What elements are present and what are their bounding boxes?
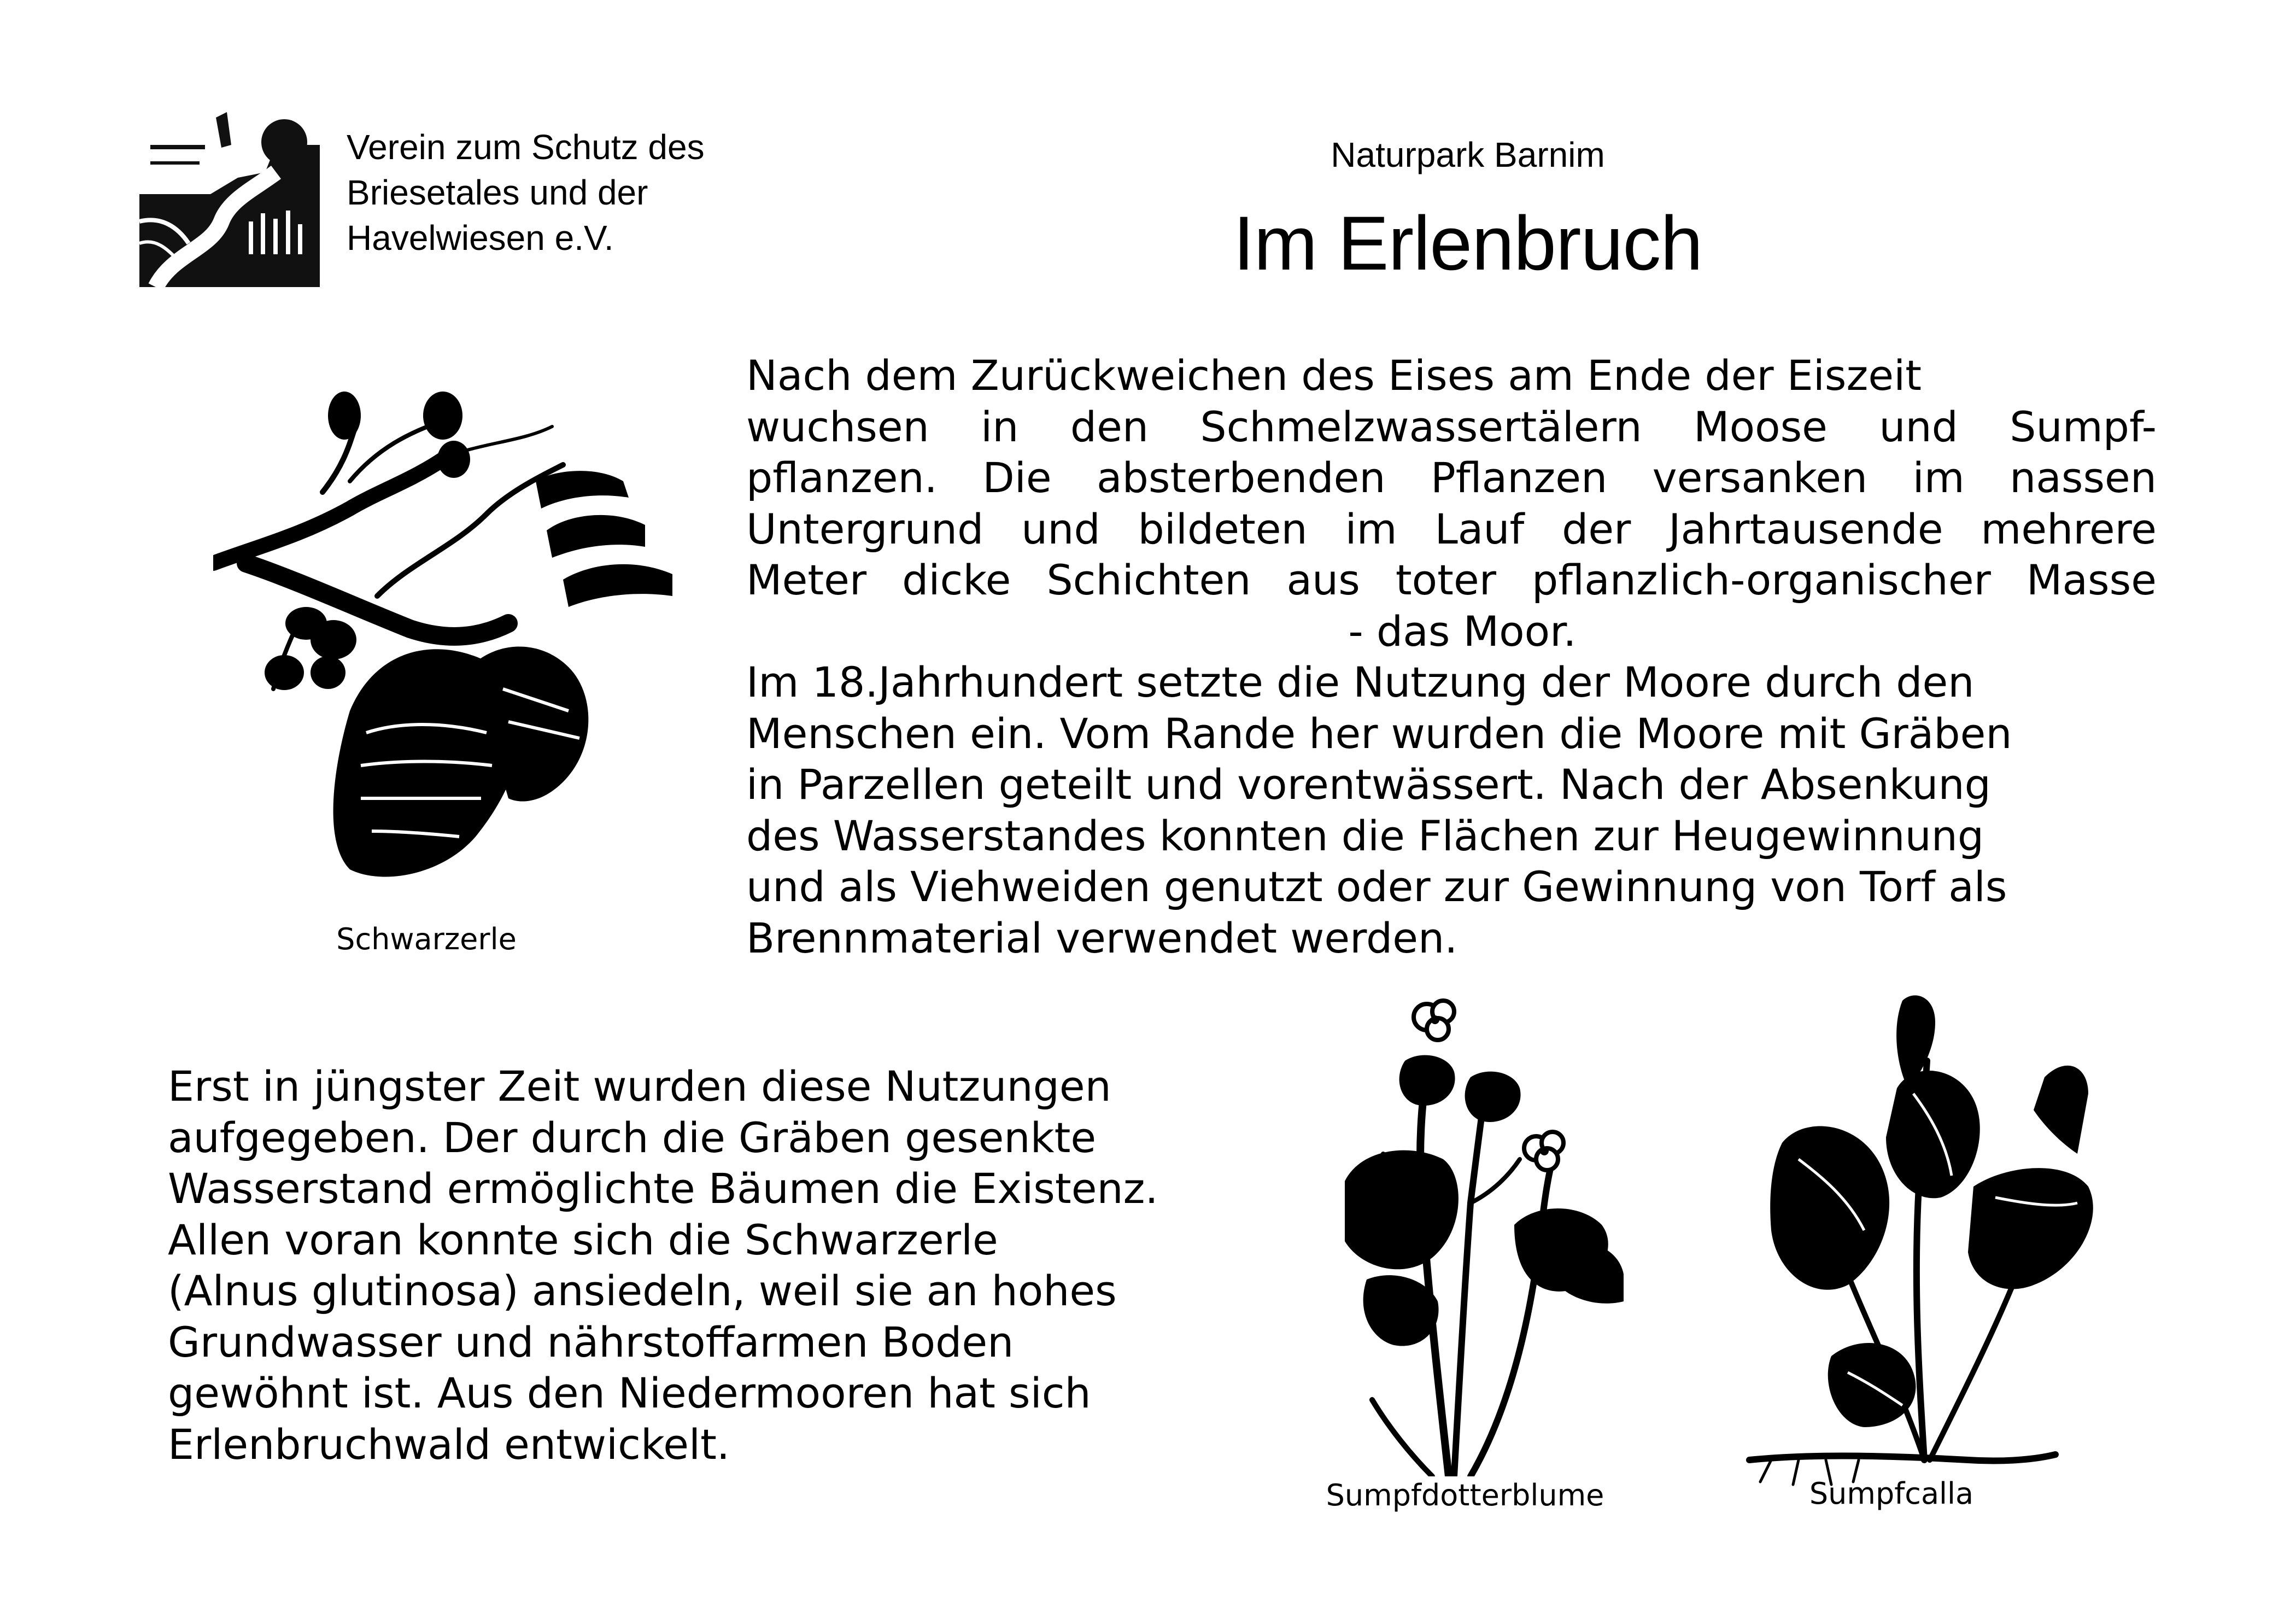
text-line: Im 18.Jahrhundert setzte die Nutzung der Moore durch den	[746, 658, 1975, 706]
bog-arum-illustration-icon	[1738, 979, 2099, 1487]
text-line: aufgegeben. Der durch die Gräben gesenkte	[168, 1113, 1097, 1162]
text-line: Nach dem Zurückweichen des Eises am Ende der Eiszeit	[746, 351, 1922, 400]
text-line: Grundwasser und nährstoffarmen Boden	[168, 1317, 1014, 1366]
river-landscape-logo-icon	[139, 112, 320, 287]
lower-paragraph	[168, 1061, 1272, 1470]
text-line: des Wasserstandes konnten die Flächen zur Heugewinnung	[746, 811, 1984, 860]
text-line: Wasserstand ermöglichte Bäumen die Existenz.	[168, 1164, 1158, 1213]
text-line: wuchsen in den Schmelzwassertälern Moose und Sumpf-	[746, 402, 2157, 451]
text-line: Brennmaterial verwendet werden.	[746, 913, 1458, 962]
text-line: Allen voran konnte sich die Schwarzerle	[168, 1215, 998, 1264]
alder-caption: Schwarzerle	[336, 922, 517, 956]
alder-branch-illustration-icon	[213, 383, 694, 908]
text-line: pflanzen. Die absterbenden Pflanzen versanken im nassen	[746, 453, 2157, 502]
text-line: und als Viehweiden genutzt oder zur Gewinnung von Torf als	[746, 862, 2007, 911]
calla-caption: Sumpfcalla	[1809, 1476, 1974, 1511]
text-line: (Alnus glutinosa) ansiedeln, weil sie an hohes	[168, 1266, 1117, 1315]
park-name: Naturpark Barnim	[1331, 135, 1605, 174]
org-name-line: Verein zum Schutz des	[347, 127, 705, 167]
page-title: Im Erlenbruch	[1233, 200, 1703, 286]
text-line: gewöhnt ist. Aus den Niedermooren hat sich	[168, 1369, 1091, 1417]
marigold-caption: Sumpfdotterblume	[1326, 1478, 1604, 1512]
org-name-line: Briesetales und der	[347, 173, 648, 212]
text-line: - das Moor.	[1348, 606, 1577, 656]
text-line: Menschen ein. Vom Rande her wurden die Moore mit Gräben	[746, 709, 2012, 758]
text-line: Untergrund und bildeten im Lauf der Jahrtausende mehrere	[746, 504, 2157, 553]
main-paragraph	[746, 350, 2157, 963]
text-line: Erst in jüngster Zeit wurden diese Nutzungen	[168, 1062, 1111, 1111]
org-name-line: Havelwiesen e.V.	[347, 218, 614, 258]
text-line: Erlenbruchwald entwickelt.	[168, 1419, 730, 1469]
marsh-marigold-illustration-icon	[1328, 995, 1645, 1476]
text-line: in Parzellen geteilt und vorentwässert. Nach der Absenkung	[746, 760, 1991, 809]
organization-name	[347, 125, 839, 261]
text-line: Meter dicke Schichten aus toter pflanzlich-organischer Masse	[746, 556, 2157, 604]
